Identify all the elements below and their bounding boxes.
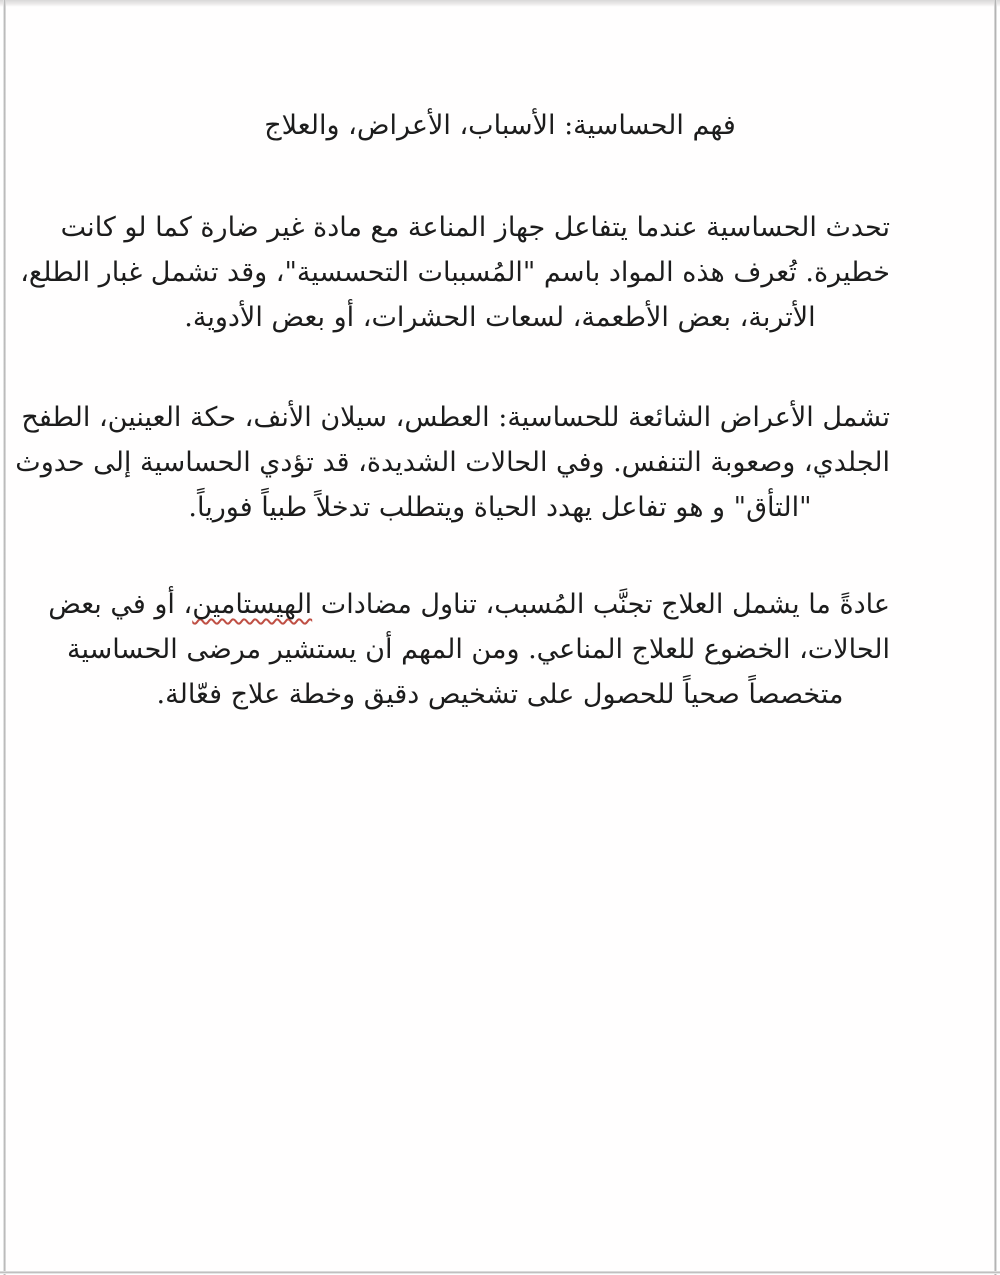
page-right-edge xyxy=(994,0,997,1275)
text-line: تشمل الأعراض الشائعة للحساسية: العطس، سيلان الأنف، حكة العينين، الطفح xyxy=(21,402,890,433)
page-bottom-edge xyxy=(0,1271,1000,1274)
document-title: فهم الحساسية: الأسباب، الأعراض، والعلاج xyxy=(264,110,736,141)
text-line xyxy=(48,582,890,627)
spellcheck-flagged-word: الهيستامين xyxy=(192,589,313,620)
text-line: الجلدي، وصعوبة التنفس. وفي الحالات الشديدة، قد تؤدي الحساسية إلى حدوث xyxy=(15,447,890,478)
text-segment: ، أو في بعض xyxy=(48,589,193,620)
text-segment: عادةً ما يشمل العلاج تجنَّب المُسبب، تناول مضادات xyxy=(312,589,890,620)
text-line: خطيرة. تُعرف هذه المواد باسم "المُسببات التحسسية"، وقد تشمل غبار الطلع، xyxy=(20,257,890,288)
document-page xyxy=(6,7,994,1271)
paragraph-definition-causes xyxy=(20,205,890,340)
text-line: تحدث الحساسية عندما يتفاعل جهاز المناعة مع مادة غير ضارة كما لو كانت xyxy=(60,212,890,243)
text-line: الأتربة، بعض الأطعمة، لسعات الحشرات، أو بعض الأدوية. xyxy=(184,302,816,333)
text-line: الحالات، الخضوع للعلاج المناعي. ومن المهم أن يستشير مرضى الحساسية xyxy=(67,634,890,665)
text-line: متخصصاً صحياً للحصول على تشخيص دقيق وخطة علاج فعّالة. xyxy=(156,679,844,710)
paragraph-treatment xyxy=(48,582,890,717)
paragraph-symptoms xyxy=(15,395,890,530)
page-top-edge xyxy=(0,0,1000,7)
text-line: "التأق" و هو تفاعل يهدد الحياة ويتطلب تدخلاً طبياً فورياً. xyxy=(188,492,812,523)
